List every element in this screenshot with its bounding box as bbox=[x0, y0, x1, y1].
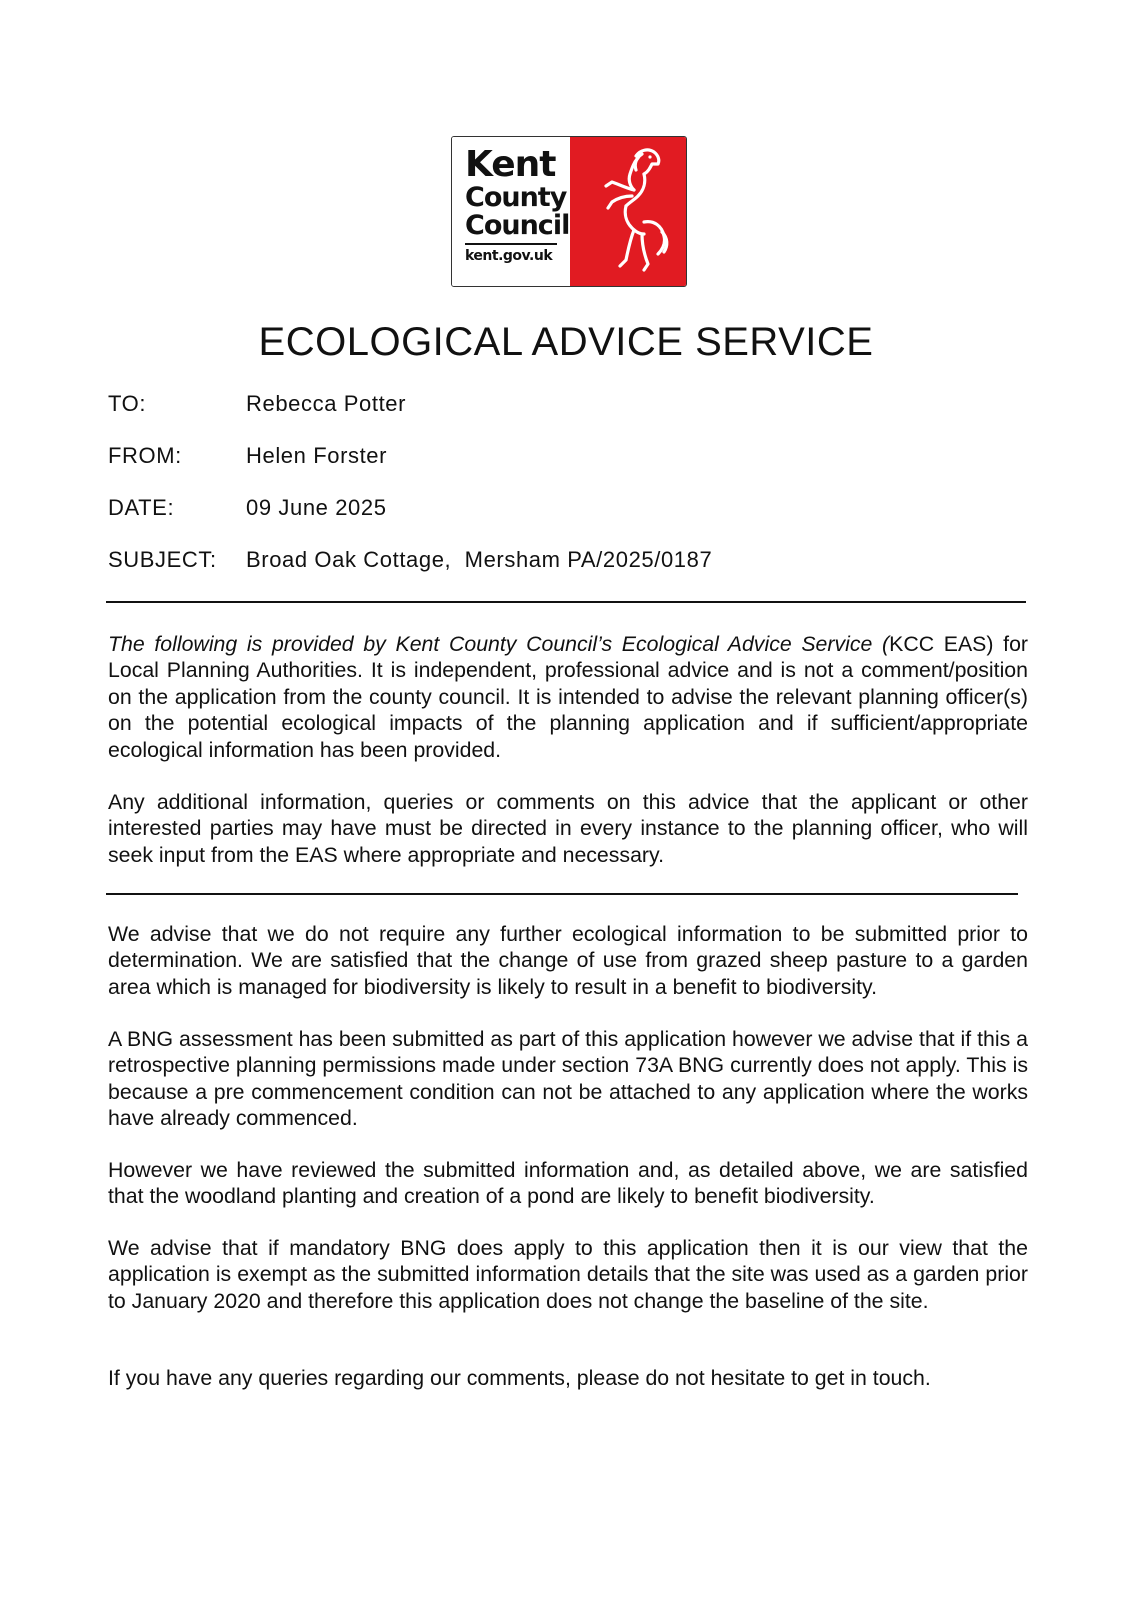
intro-divider bbox=[106, 893, 1018, 895]
memo-subject-label: SUBJECT: bbox=[108, 547, 217, 572]
logo-line-council: Council bbox=[465, 210, 570, 241]
memo-from-value: Helen Forster bbox=[246, 443, 388, 468]
kent-county-council-logo bbox=[451, 136, 687, 287]
intro-paragraph bbox=[108, 631, 1028, 763]
memo-to-label: TO: bbox=[108, 391, 147, 416]
memo-date-value: 09 June 2025 bbox=[246, 495, 387, 520]
white-horse-rampant-icon bbox=[578, 142, 678, 282]
logo-emblem-panel bbox=[570, 137, 686, 286]
intro-paragraph-2: Any additional information, queries or comments on this advice that the applicant or other interested parties may have must be directed in every instance to the planning officer, who will seek input from the EAS where appropriate and necessary. bbox=[108, 790, 1028, 867]
memo-from-label: FROM: bbox=[108, 443, 182, 468]
intro-rest-text: KCC EAS) for Local Planning Authorities. It is independent, professional advice and is not a comment/position on the application from the county council. It is intended to advise the relevant planning officer(s) on the potential ecological impacts of the planning application and if sufficient/appropriate ecological information has been provided. bbox=[108, 632, 1029, 762]
logo-url: kent.gov.uk bbox=[465, 248, 553, 264]
intro-italic-text: The following is provided by Kent County Council’s Ecological Advice Service ( bbox=[108, 632, 890, 656]
page-title: ECOLOGICAL ADVICE SERVICE bbox=[258, 320, 874, 364]
header-divider bbox=[106, 601, 1026, 603]
memo-subject-value: Broad Oak Cottage, Mersham PA/2025/0187 bbox=[246, 547, 713, 572]
logo-wordmark bbox=[452, 137, 570, 286]
body-paragraph-4: We advise that if mandatory BNG does apply to this application then it is our view that the application is exempt as the submitted information details that the site was used as a garden prior to January 2020 and therefore this application does not change the baseline of the site. bbox=[108, 1236, 1028, 1313]
body-paragraph-2: A BNG assessment has been submitted as part of this application however we advise that if this a retrospective planning permissions made under section 73A BNG currently does not apply. This is because a pre commencement condition can not be attached to any application where the works have already commenced. bbox=[108, 1027, 1028, 1131]
body-paragraph-1: We advise that we do not require any further ecological information to be submitted prior to determination. We are satisfied that the change of use from grazed sheep pasture to a garden area which is managed for biodiversity is likely to result in a benefit to biodiversity. bbox=[108, 922, 1028, 999]
memo-to-value: Rebecca Potter bbox=[246, 391, 407, 416]
logo-line-county: County bbox=[465, 182, 567, 213]
logo-line-kent: Kent bbox=[465, 144, 556, 185]
memo-date-label: DATE: bbox=[108, 495, 175, 520]
logo-divider bbox=[465, 243, 557, 245]
body-paragraph-5: If you have any queries regarding our comments, please do not hesitate to get in touch. bbox=[108, 1366, 931, 1390]
body-paragraph-3: However we have reviewed the submitted information and, as detailed above, we are satisfied that the woodland planting and creation of a pond are likely to benefit biodiversity. bbox=[108, 1158, 1028, 1209]
